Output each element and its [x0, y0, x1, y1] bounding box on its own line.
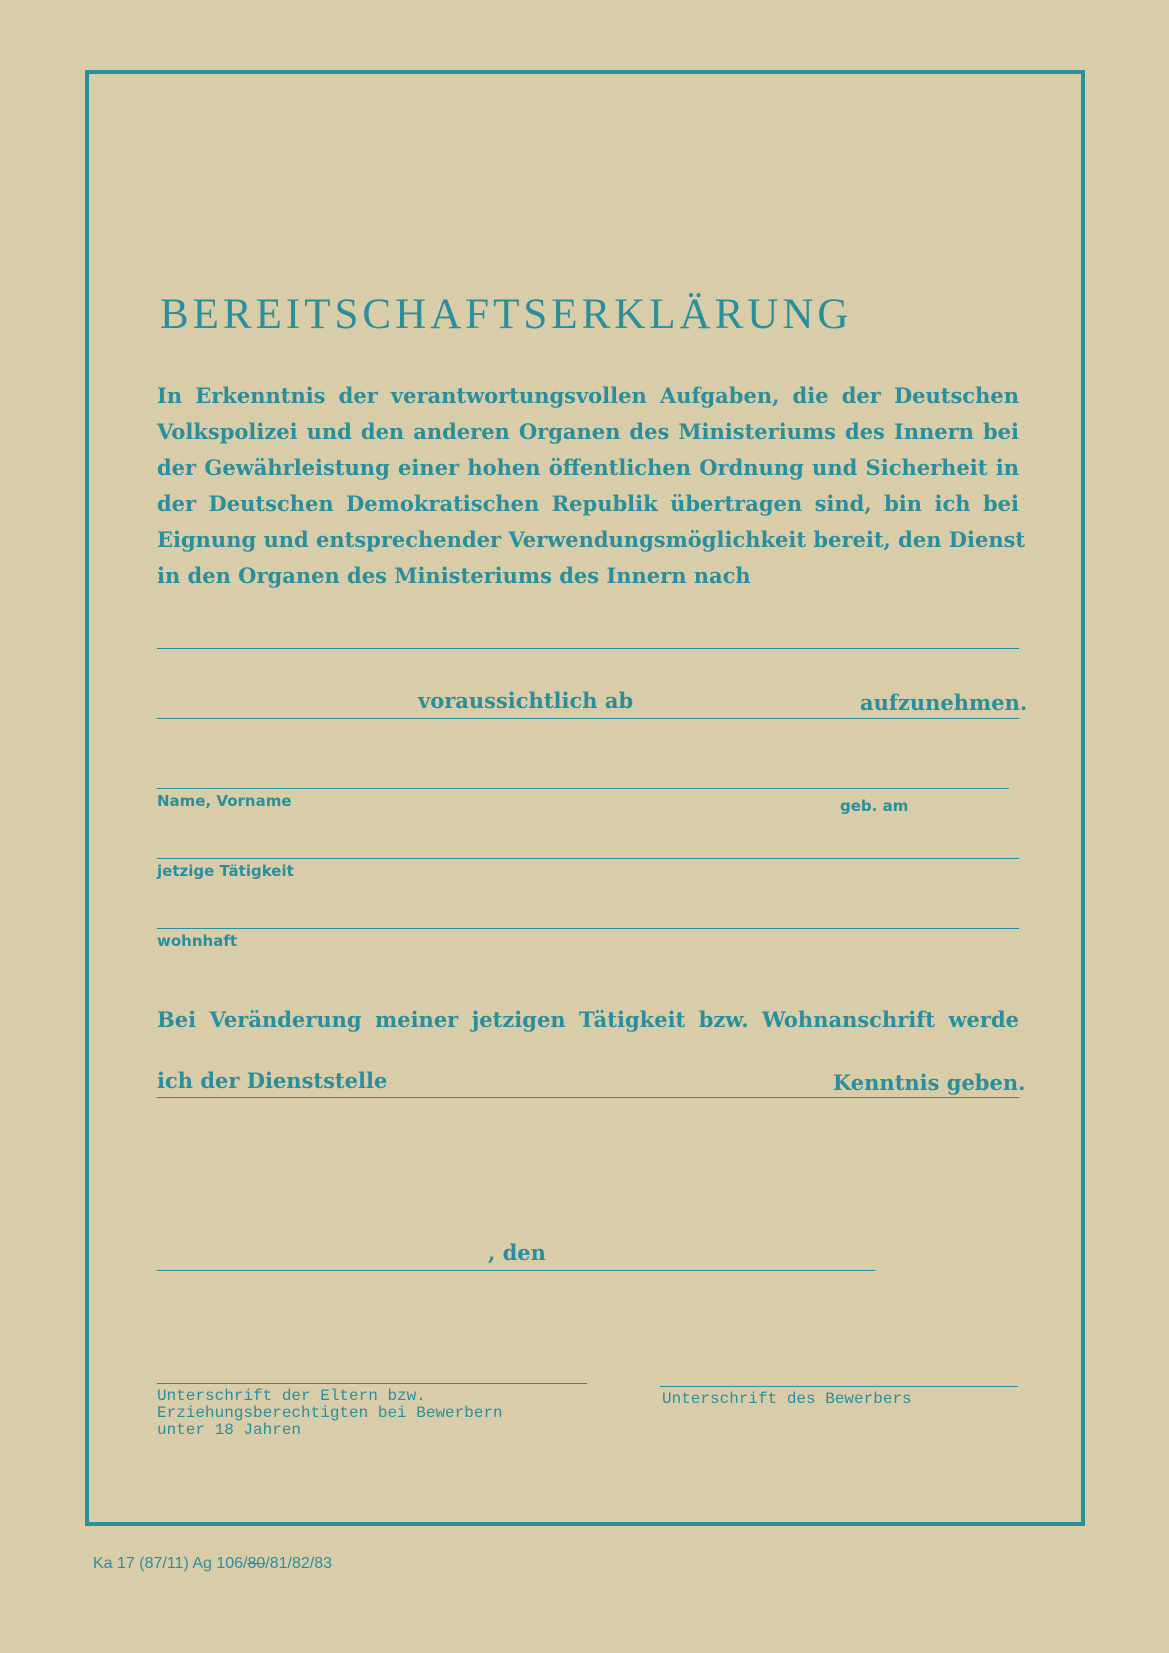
form-code: Ka 17 (87/11) Ag 106/80/81/82/83: [93, 1555, 333, 1572]
place-date-field[interactable]: [157, 1270, 875, 1271]
parent-signature-field[interactable]: [157, 1383, 587, 1384]
start-date-label: voraussichtlich ab: [418, 688, 634, 713]
date-label: , den: [488, 1240, 546, 1265]
applicant-signature-label: Unterschrift des Bewerbers: [662, 1390, 912, 1408]
name-label: Name, Vorname: [157, 792, 292, 810]
applicant-signature-field[interactable]: [660, 1386, 1018, 1387]
intro-line: Volkspolizei und den anderen Organen des Ministeriums des Innern bei: [157, 419, 1019, 444]
residence-field[interactable]: [157, 928, 1019, 929]
dob-label: geb. am: [840, 797, 909, 815]
current-job-label: jetzige Tätigkeit: [157, 862, 294, 880]
residence-label: wohnhaft: [157, 932, 238, 950]
change-notice-line: Bei Veränderung meiner jetzigen Tätigkeit bzw. Wohnanschrift werde: [157, 1007, 1019, 1032]
intro-line: In Erkenntnis der verantwortungsvollen Aufgaben, die der Deutschen: [157, 383, 1019, 408]
agency-field[interactable]: [157, 1097, 1019, 1098]
intro-line: der Deutschen Demokratischen Republik übertragen sind, bin ich bei: [157, 491, 1019, 516]
parent-signature-label: Unterschrift der Eltern bzw. Erziehungsberechtigten bei Bewerbern unter 18 Jahren: [157, 1387, 503, 1439]
document-title: BEREITSCHAFTSERKLÄRUNG: [160, 291, 853, 338]
intro-line: Eignung und entsprechender Verwendungsmöglichkeit bereit, den Dienst: [157, 527, 1026, 552]
start-closing-text: aufzunehmen.: [860, 690, 1028, 715]
change-notice-start: ich der Dienststelle: [157, 1068, 388, 1093]
intro-paragraph: [157, 378, 1026, 594]
intro-line: in den Organen des Ministeriums des Innern nach: [157, 563, 751, 588]
current-job-field[interactable]: [157, 858, 1019, 859]
intro-line: der Gewährleistung einer hohen öffentlichen Ordnung und Sicherheit in: [157, 455, 1019, 480]
name-field[interactable]: [157, 788, 1009, 789]
change-notice-end: Kenntnis geben.: [833, 1070, 1026, 1095]
service-branch-field[interactable]: [157, 648, 1019, 649]
change-notice: [157, 1002, 1019, 1038]
start-date-field[interactable]: [157, 718, 1019, 719]
